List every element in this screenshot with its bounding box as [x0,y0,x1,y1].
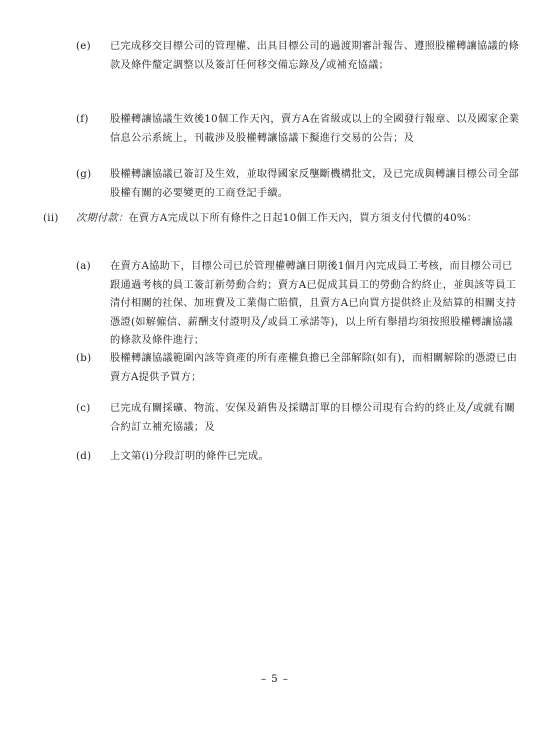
condition-ii-a-text: 在賣方A協助下，目標公司已於管理權轉讓日期後1個月內完成員工考核，而目標公司已跟通過考核的員工簽訂新勞動合約；賣方A已促成其員工的勞動合約終止，並與該等員工清付相關的社保、加班費及工業傷亡賠償，且賣方A已向買方提供終止及結算的相關支持憑證(如解僱信、薪酬支付證明及╱或員工承諾等)，以上所有舉措均須按照股權轉讓協議的條款及條件進行； [110,261,517,346]
condition-f-text: 股權轉讓協議生效後10個工作天內，賣方A在省級或以上的全國發行報章、以及國家企業信息公示系統上，刊載涉及股權轉讓協議下擬進行交易的公告；及 [110,114,520,144]
condition-e-label: (e) [76,41,91,52]
condition-ii-c-text: 已完成有關採礦、物流、安保及銷售及採購訂單的目標公司現有合約的終止及╱或就有關合約訂立補充協議；及 [110,403,515,433]
condition-g-label: (g) [76,169,92,180]
section-ii-label: (ii) [43,213,59,224]
condition-ii-a-label: (a) [76,261,91,272]
section-ii-lead: 次期付款： [76,213,129,224]
page-number: – 5 – [261,674,289,685]
condition-e-text: 已完成移交目標公司的管理權、出具目標公司的過渡期審計報告、遵照股權轉讓協議的條款及條件釐定調整以及簽訂任何移交備忘錄及╱或補充協議； [110,41,520,71]
section-ii-body: 在賣方A完成以下所有條件之日起10個工作天內，買方須支付代價的40%： [128,213,478,224]
condition-ii-b-text: 股權轉讓協議範圍內該等資產的所有產權負擔已全部解除(如有)，而相關解除的憑證已由賣方A提供予買方； [110,353,518,383]
condition-g-text: 股權轉讓協議已簽訂及生效，並取得國家反壟斷機構批文，及已完成與轉讓目標公司全部股權有關的必要變更的工商登記手續。 [110,169,520,199]
condition-ii-d-text: 上文第(i)分段訂明的條件已完成。 [110,451,269,462]
condition-f-label: (f) [76,114,89,125]
condition-ii-c-label: (c) [76,403,91,414]
section-ii-text [76,210,523,229]
condition-ii-d-label: (d) [76,451,92,462]
condition-ii-b-label: (b) [76,353,92,364]
